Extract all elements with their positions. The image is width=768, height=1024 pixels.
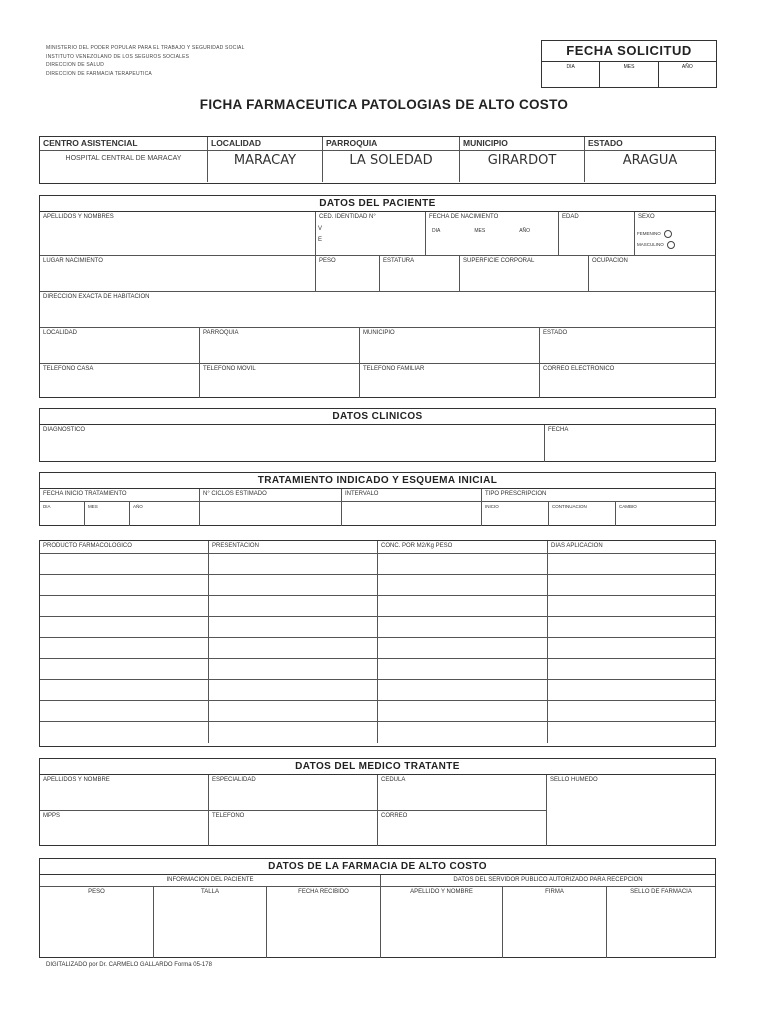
concentracion-cell[interactable] — [378, 617, 548, 637]
estado-value[interactable]: ARAGUA — [622, 153, 678, 168]
pac-parroquia-field[interactable] — [200, 328, 360, 363]
fecha-solicitud-title: FECHA SOLICITUD — [566, 43, 692, 58]
telefono-casa-field[interactable] — [40, 364, 200, 398]
ocupacion-label: OCUPACION — [592, 258, 628, 264]
sexo-femenino-radio[interactable] — [664, 230, 672, 238]
presentacion-cell[interactable] — [209, 638, 378, 658]
mpps-label: MPPS — [43, 813, 61, 819]
dias-aplicacion-cell[interactable] — [548, 554, 715, 574]
concentracion-cell[interactable] — [378, 638, 548, 658]
concentracion-cell[interactable] — [378, 596, 548, 616]
presentacion-cell[interactable] — [209, 722, 378, 743]
sello-humedo-label: SELLO HUMEDO — [550, 777, 598, 783]
telefono-medico-field[interactable] — [209, 811, 378, 846]
intervalo-label: INTERVALO — [342, 489, 482, 501]
diagnostico-field[interactable] — [40, 425, 545, 462]
concentracion-header: CONC. POR M2/Kg PESO — [378, 541, 548, 553]
clinicos-section — [39, 408, 716, 462]
farmacia-peso-label: PESO — [88, 889, 105, 895]
apellidos-label: APELLIDOS Y NOMBRES — [43, 214, 114, 220]
producto-row — [40, 554, 715, 575]
pac-localidad-label: LOCALIDAD — [43, 330, 78, 336]
producto-row — [40, 575, 715, 596]
localidad-value[interactable]: MARACAY — [208, 151, 323, 182]
peso-label: PESO — [319, 258, 336, 264]
ocupacion-field[interactable] — [589, 256, 715, 291]
dias-aplicacion-cell[interactable] — [548, 638, 715, 658]
presentacion-cell[interactable] — [209, 596, 378, 616]
correo-medico-label: CORREO — [381, 813, 408, 819]
concentracion-cell[interactable] — [378, 554, 548, 574]
producto-cell[interactable] — [40, 554, 209, 574]
dias-aplicacion-cell[interactable] — [548, 722, 715, 743]
tipo-continuacion-field[interactable]: CONTINUACION — [549, 502, 616, 526]
producto-header: PRODUCTO FARMACOLOGICO — [40, 541, 209, 553]
farmacia-talla-field[interactable] — [154, 887, 267, 958]
producto-row — [40, 680, 715, 701]
centro-section — [39, 136, 716, 184]
dias-aplicacion-cell[interactable] — [548, 617, 715, 637]
intervalo-field[interactable] — [342, 502, 482, 526]
presentacion-cell[interactable] — [209, 575, 378, 595]
producto-cell[interactable] — [40, 659, 209, 679]
telefono-casa-label: TELEFONO CASA — [43, 366, 94, 372]
productos-header-row — [40, 541, 715, 554]
servidor-nombre-field[interactable] — [381, 887, 503, 958]
estatura-field[interactable] — [380, 256, 460, 291]
edad-label: EDAD — [562, 214, 579, 220]
fecha-recibido-field[interactable] — [267, 887, 381, 958]
presentacion-cell[interactable] — [209, 554, 378, 574]
edad-field[interactable] — [559, 212, 635, 255]
ve-v-label: V — [318, 226, 323, 232]
municipio-value[interactable]: GIRARDOT — [460, 151, 585, 182]
pac-municipio-field[interactable] — [360, 328, 540, 363]
producto-cell[interactable] — [40, 575, 209, 595]
fecha-anio-field[interactable]: AÑO — [681, 64, 693, 70]
tipo-prescripcion-label: TIPO PRESCRIPCION — [485, 491, 547, 497]
fecha-recibido-label: FECHA RECIBIDO — [298, 889, 349, 895]
paciente-title: DATOS DEL PACIENTE — [40, 196, 715, 212]
telefono-familiar-field[interactable] — [360, 364, 540, 398]
localidad-label: LOCALIDAD — [208, 137, 323, 150]
centro-value[interactable]: HOSPITAL CENTRAL DE MARACAY — [40, 151, 208, 182]
producto-row — [40, 659, 715, 680]
sexo-femenino-label: FEMENINO — [637, 231, 661, 236]
ministry-header — [46, 44, 245, 78]
fecha-diagnostico-field[interactable] — [545, 425, 715, 462]
sexo-masculino-label: MASCULINO — [637, 242, 664, 247]
firma-field[interactable] — [503, 887, 607, 958]
producto-cell[interactable] — [40, 638, 209, 658]
fecha-solicitud-box — [541, 40, 717, 88]
sexo-field — [635, 212, 715, 255]
header-line: DIRECCION DE SALUD — [46, 62, 105, 68]
concentracion-cell[interactable] — [378, 722, 548, 743]
parroquia-value[interactable]: LA SOLEDAD — [323, 151, 460, 182]
dias-aplicacion-cell[interactable] — [548, 701, 715, 721]
inicio-mes-field[interactable]: MES — [85, 502, 130, 526]
cedula-medico-field[interactable] — [378, 775, 546, 810]
ve-e-label: E — [318, 237, 323, 243]
especialidad-label: ESPECIALIDAD — [212, 777, 256, 783]
parroquia-label: PARROQUIA — [323, 137, 460, 150]
medico-nombre-label: APELLIDOS Y NOMBRE — [43, 777, 110, 783]
concentracion-cell[interactable] — [378, 575, 548, 595]
superficie-corporal-label: SUPERFICIE CORPORAL — [463, 258, 535, 264]
inicio-dia-field[interactable]: DIA — [40, 502, 85, 526]
diagnostico-label: DIAGNOSTICO — [43, 427, 86, 433]
producto-row — [40, 638, 715, 659]
especialidad-field[interactable] — [209, 775, 378, 810]
dias-aplicacion-header: DIAS APLICACION — [551, 543, 603, 549]
pac-estado-label: ESTADO — [543, 330, 568, 336]
ciclos-label: N° CICLOS ESTIMADO — [200, 489, 342, 501]
presentacion-header: PRESENTACION — [209, 541, 378, 553]
presentacion-cell[interactable] — [209, 617, 378, 637]
farmacia-peso-field[interactable] — [40, 887, 154, 958]
superficie-corporal-field[interactable] — [460, 256, 589, 291]
peso-field[interactable] — [316, 256, 380, 291]
nac-mes-label: MES — [474, 228, 486, 234]
producto-cell[interactable] — [40, 596, 209, 616]
fecha-diagnostico-label: FECHA — [548, 427, 569, 433]
tipo-inicio-field[interactable]: INICIO — [482, 502, 549, 526]
fecha-nacimiento-label: FECHA DE NACIMIENTO — [429, 214, 499, 220]
correo-label: CORREO ELECTRONICO — [543, 366, 615, 372]
estado-label: ESTADO — [588, 138, 623, 148]
farmacia-talla-label: TALLA — [201, 889, 219, 895]
dias-aplicacion-cell[interactable] — [548, 596, 715, 616]
dias-aplicacion-cell[interactable] — [548, 575, 715, 595]
municipio-label: MUNICIPIO — [460, 137, 585, 150]
concentracion-cell[interactable] — [378, 680, 548, 700]
telefono-movil-field[interactable] — [200, 364, 360, 398]
telefono-movil-label: TELEFONO MOVIL — [203, 366, 256, 372]
inicio-anio-field[interactable]: AÑO — [130, 502, 200, 526]
sello-humedo-field[interactable] — [547, 775, 715, 846]
producto-row — [40, 617, 715, 638]
lugar-nacimiento-field[interactable] — [40, 256, 316, 291]
firma-label: FIRMA — [545, 889, 564, 895]
tratamiento-section — [39, 472, 716, 526]
dias-aplicacion-cell[interactable] — [548, 680, 715, 700]
sello-farmacia-field[interactable] — [607, 887, 715, 958]
producto-cell[interactable] — [40, 701, 209, 721]
sexo-label: SEXO — [638, 214, 655, 220]
farmacia-section — [39, 858, 716, 958]
pac-municipio-label: MUNICIPIO — [363, 330, 395, 336]
servidor-nombre-label: APELLIDO Y NOMBRE — [410, 889, 473, 895]
ciclos-field[interactable] — [200, 502, 342, 526]
header-line: DIRECCION DE FARMACIA TERAPEUTICA — [46, 70, 152, 77]
dias-aplicacion-cell[interactable] — [548, 659, 715, 679]
fecha-inicio-label: FECHA INICIO TRATAMIENTO — [40, 489, 200, 501]
form-title: FICHA FARMACEUTICA PATOLOGIAS DE ALTO COSTO — [199, 97, 569, 112]
mpps-field[interactable] — [40, 811, 209, 846]
paciente-section — [39, 195, 716, 398]
header-line: INSTITUTO VENEZOLANO DE LOS SEGUROS SOCIALES — [46, 53, 190, 60]
cedula-field[interactable] — [316, 212, 426, 255]
pac-localidad-field[interactable] — [40, 328, 200, 363]
header-line: MINISTERIO DEL PODER POPULAR PARA EL TRABAJO Y SEGURIDAD SOCIAL — [46, 45, 245, 51]
fecha-dia-field[interactable]: DIA — [542, 62, 600, 88]
concentracion-cell[interactable] — [378, 701, 548, 721]
apellidos-field[interactable] — [40, 212, 316, 255]
pac-estado-field[interactable] — [540, 328, 715, 363]
sexo-masculino-radio[interactable] — [667, 241, 675, 249]
presentacion-cell[interactable] — [209, 701, 378, 721]
medico-nombre-field[interactable] — [40, 775, 209, 810]
footer-note: DIGITALIZADO por Dr. CARMELO GALLARDO Forma 05-178 — [46, 962, 212, 968]
medico-section — [39, 758, 716, 846]
cedula-label: CED. IDENTIDAD N° — [319, 214, 376, 220]
farmacia-title: DATOS DE LA FARMACIA DE ALTO COSTO — [40, 859, 715, 875]
pac-parroquia-label: PARROQUIA — [203, 330, 239, 336]
producto-cell[interactable] — [40, 722, 209, 743]
direccion-field[interactable] — [40, 292, 715, 327]
producto-cell[interactable] — [40, 617, 209, 637]
producto-row — [40, 701, 715, 722]
correo-field[interactable] — [540, 364, 715, 398]
fecha-nacimiento-field[interactable] — [426, 212, 559, 255]
producto-cell[interactable] — [40, 680, 209, 700]
sello-farmacia-label: SELLO DE FARMACIA — [630, 889, 692, 895]
telefono-medico-label: TELEFONO — [212, 813, 245, 819]
lugar-nacimiento-label: LUGAR NACIMIENTO — [43, 258, 103, 264]
producto-row — [40, 596, 715, 617]
direccion-label: DIRECCION EXACTA DE HABITACION — [43, 294, 150, 300]
producto-row — [40, 722, 715, 743]
concentracion-cell[interactable] — [378, 659, 548, 679]
tratamiento-title: TRATAMIENTO INDICADO Y ESQUEMA INICIAL — [40, 473, 715, 489]
nac-dia-label: DIA — [432, 228, 441, 234]
productos-table — [39, 540, 716, 747]
servidor-publico-group: DATOS DEL SERVIDOR PUBLICO AUTORIZADO PARA RECEPCION — [453, 877, 643, 883]
medico-title: DATOS DEL MEDICO TRATANTE — [40, 759, 715, 775]
fecha-mes-field[interactable]: MES — [600, 62, 658, 88]
correo-medico-field[interactable] — [378, 811, 546, 846]
tipo-cambio-field[interactable]: CAMBIO — [619, 504, 637, 509]
estatura-label: ESTATURA — [383, 258, 415, 264]
presentacion-cell[interactable] — [209, 659, 378, 679]
clinicos-title: DATOS CLINICOS — [40, 409, 715, 425]
info-paciente-group: INFORMACION DEL PACIENTE — [40, 875, 381, 886]
telefono-familiar-label: TELEFONO FAMILIAR — [363, 366, 425, 372]
nac-anio-label: AÑO — [519, 228, 531, 234]
cedula-medico-label: CEDULA — [381, 777, 406, 783]
presentacion-cell[interactable] — [209, 680, 378, 700]
centro-label: CENTRO ASISTENCIAL — [40, 137, 208, 150]
